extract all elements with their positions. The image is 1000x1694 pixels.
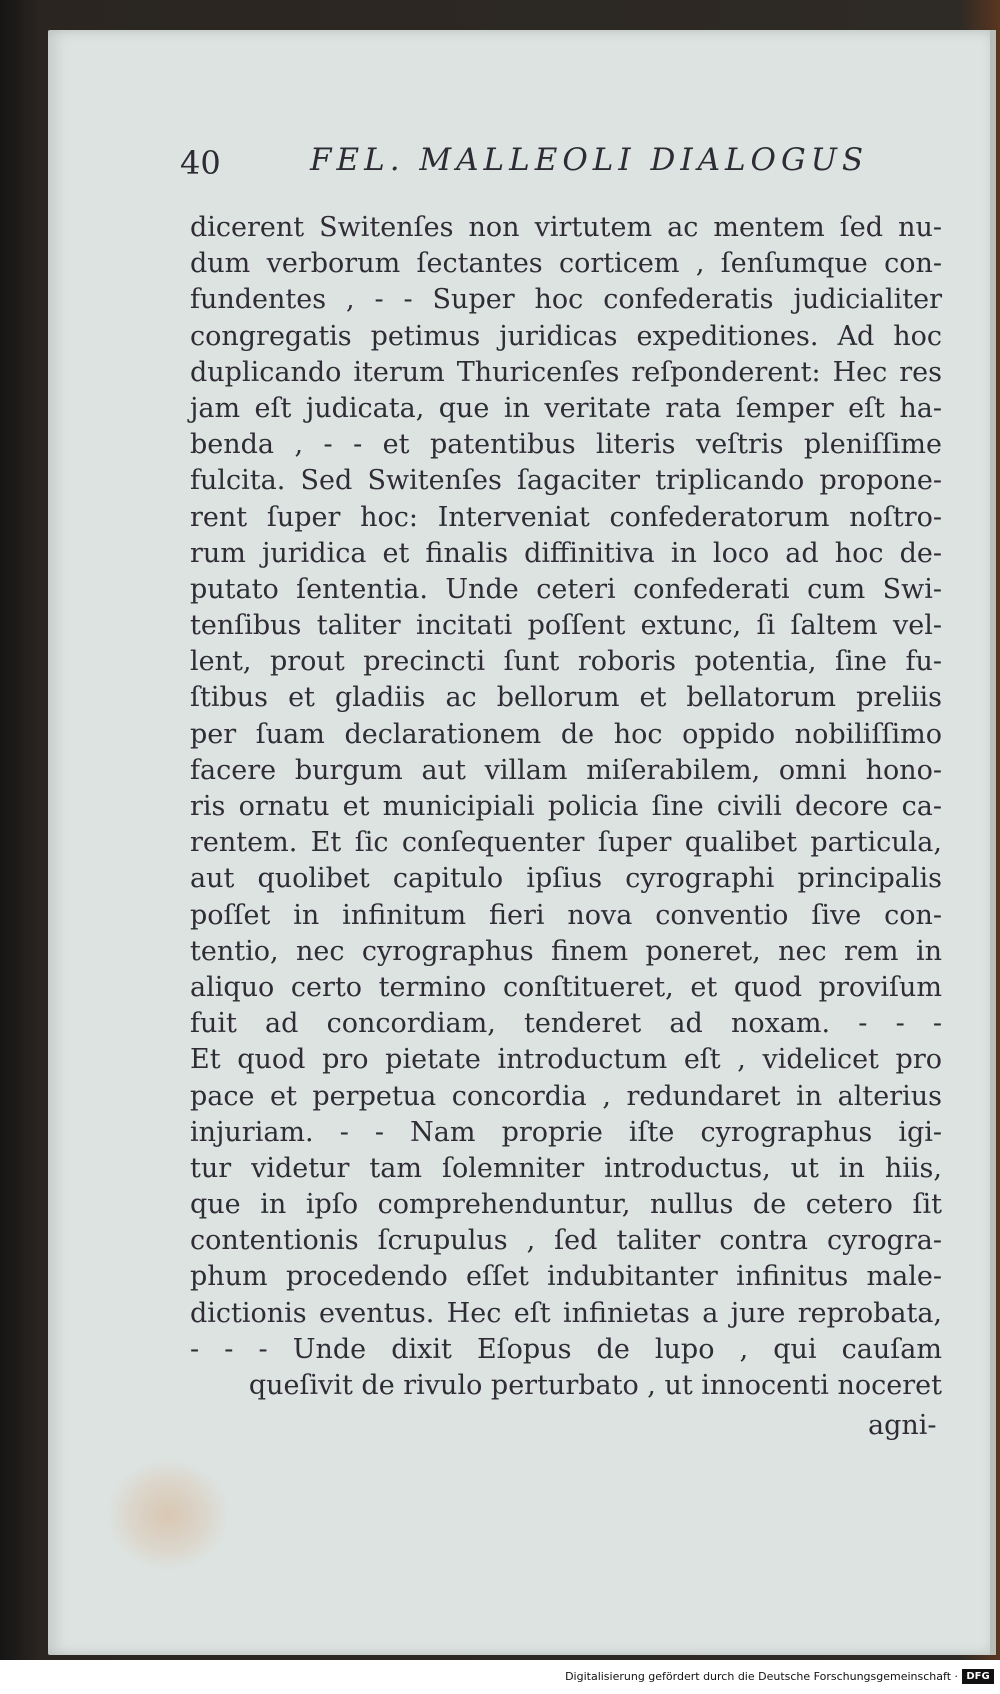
text-line: jam eſt judicata, que in veritate rata ſemper eſt ha-: [190, 392, 942, 424]
text-line: queſivit de rivulo perturbato , ut innocenti noceret: [248, 1370, 942, 1401]
text-line: tentio, nec cyrographus finem poneret, nec rem in: [190, 935, 942, 967]
text-line: rum juridica et finalis diffinitiva in loco ad hoc de-: [190, 537, 942, 569]
text-line: contentionis ſcrupulus , ſed taliter contra cyrogra-: [190, 1225, 942, 1257]
footer-bar: [0, 1660, 1000, 1694]
page-edge: [990, 30, 996, 1655]
text-line: ris ornatu et municipiali policia ſine civili decore ca-: [190, 791, 942, 822]
text-line: Et quod pro pietate introductum eſt , videlicet pro: [190, 1044, 942, 1076]
text-line: facere burgum aut villam miſerabilem, omni hono-: [190, 754, 942, 786]
funding-credit: Digitalisierung gefördert durch die Deutsche Forschungsgemeinschaft ·: [565, 1670, 958, 1683]
text-line: dictionis eventus. Hec eſt infinietas a jure reprobata,: [190, 1297, 942, 1329]
text-line: fuit ad concordiam, tenderet ad noxam. - - -: [190, 1008, 942, 1040]
text-line: phum procedendo eſſet indubitanter infinitus male-: [190, 1261, 942, 1293]
text-line: que in ipſo comprehenduntur, nullus de cetero ſit: [190, 1189, 942, 1221]
text-line: rent ſuper hoc: Interveniat confederatorum noſtro-: [190, 501, 942, 533]
text-line: lent, prout precincti ſunt roboris potentia, ſine fu-: [190, 646, 942, 678]
text-line: pace et perpetua concordia , redundaret in alterius: [190, 1080, 942, 1112]
text-line: fundentes , - - Super hoc confederatis judicialiter: [190, 284, 942, 316]
page-number: 40: [180, 144, 221, 182]
text-line: dicerent Switenſes non virtutem ac mentem ſed nu-: [190, 212, 942, 243]
text-line: rentem. Et ſic conſequenter ſuper qualibet particula,: [190, 827, 942, 859]
catchword: agni-: [868, 1410, 937, 1441]
text-line: congregatis petimus juridicas expeditiones. Ad hoc: [190, 320, 942, 352]
text-line: putato ſententia. Unde ceteri confederati cum Swi-: [190, 573, 942, 605]
paper-stain: [108, 1460, 228, 1570]
body-text: [190, 210, 942, 1404]
text-line: aut quolibet capitulo ipſius cyrographi principalis: [190, 863, 942, 895]
page-header: [180, 140, 940, 188]
text-line: duplicando iterum Thuricenſes reſponderent: Hec res: [190, 356, 942, 388]
text-line: injuriam. - - Nam proprie iſte cyrographus igi-: [190, 1116, 942, 1148]
text-line: tur videtur tam ſolemniter introductus, ut in hiis,: [190, 1152, 942, 1184]
text-line: - - - Unde dixit Eſopus de lupo , qui cauſam: [190, 1333, 942, 1365]
text-line: dum verborum ſectantes corticem , ſenſumque con-: [190, 248, 942, 280]
text-line: tenſibus taliter incitati poſſent extunc, ſi ſaltem vel-: [190, 610, 942, 642]
text-line: ſtibus et gladiis ac bellorum et bellatorum preliis: [190, 682, 942, 714]
dfg-logo: DFG: [962, 1669, 994, 1684]
text-line: fulcita. Sed Switenſes ſagaciter triplicando propone-: [190, 465, 942, 497]
running-title: FEL. MALLEOLI DIALOGUS: [310, 142, 869, 178]
text-line: aliquo certo termino conſtitueret, et quod proviſum: [190, 971, 942, 1003]
text-line: per ſuam declarationem de hoc oppido nobiliſſimo: [190, 718, 942, 750]
text-line: benda , - - et patentibus literis veſtris pleniſſime: [190, 429, 942, 461]
text-line: poſſet in infinitum fieri nova conventio ſive con-: [190, 899, 942, 931]
